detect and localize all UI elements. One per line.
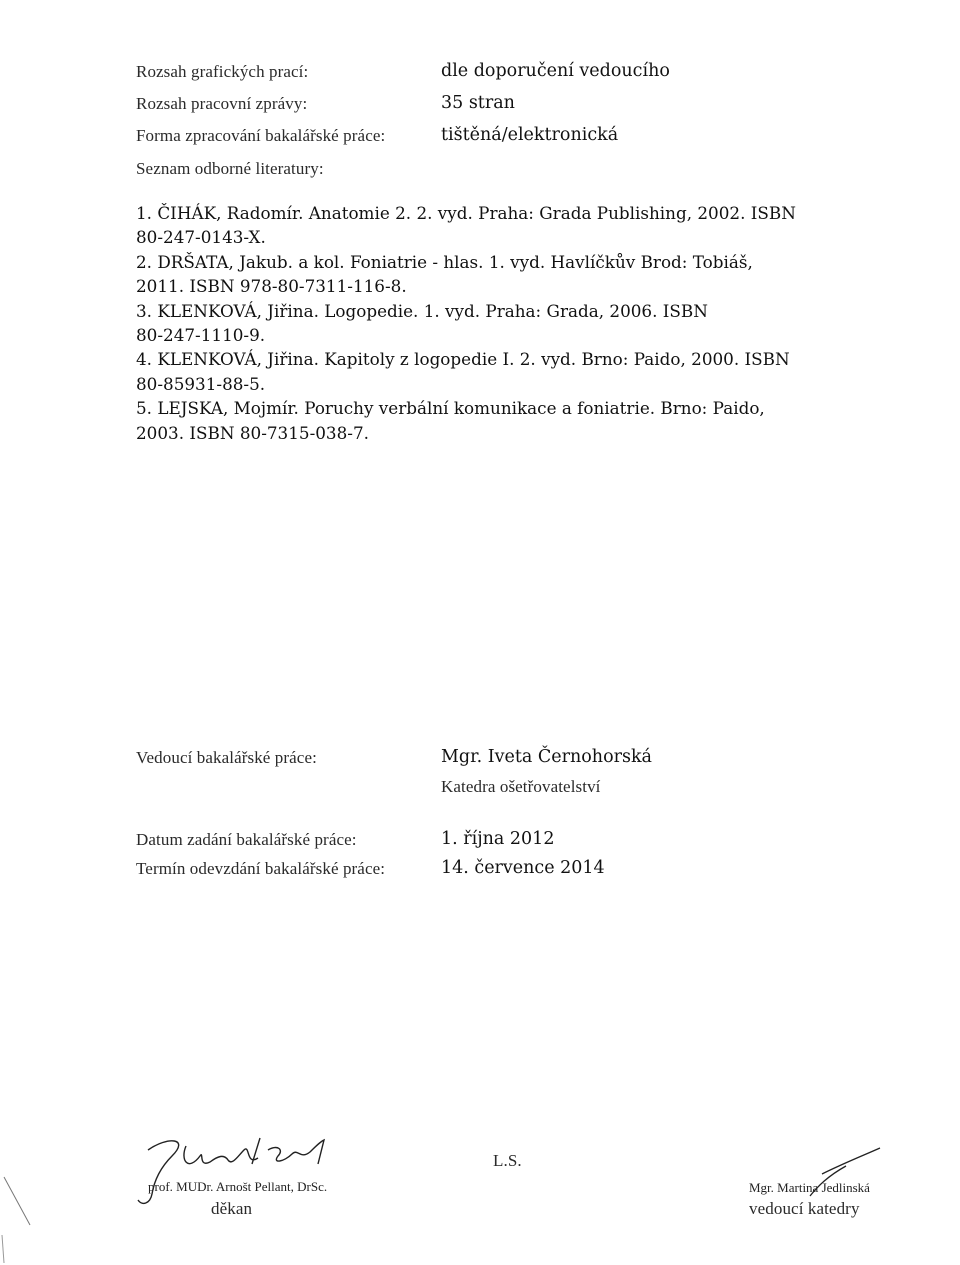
reference-item	[136, 396, 856, 445]
supervisor-department: Katedra ošetřovatelství	[441, 777, 601, 796]
reference-item	[136, 201, 856, 250]
seal-mark: L.S.	[493, 1151, 522, 1170]
reference-item	[136, 299, 856, 348]
submission-date-value: 14. července 2014	[441, 858, 605, 878]
scan-edge-mark	[0, 1175, 40, 1265]
submission-date-label: Termín odevzdání bakalářské práce:	[136, 859, 386, 878]
reference-line: 80-247-1110-9.	[136, 325, 266, 346]
thesis-form-label: Forma zpracování bakalářské práce:	[136, 126, 386, 145]
reference-line: 2. DRŠATA, Jakub. a kol. Foniatrie - hlas. 1. vyd. Havlíčkův Brod: Tobiáš,	[136, 251, 753, 272]
thesis-form-value: tištěná/elektronická	[441, 125, 619, 145]
reference-line: 2003. ISBN 80-7315-038-7.	[136, 422, 369, 443]
graphics-scope-value: dle doporučení vedoucího	[441, 61, 670, 81]
department-head-title: vedoucí katedry	[749, 1199, 860, 1218]
reference-item	[136, 250, 856, 299]
reference-line: 3. KLENKOVÁ, Jiřina. Logopedie. 1. vyd. Praha: Grada, 2006. ISBN	[136, 300, 708, 321]
graphics-scope-label: Rozsah grafických prací:	[136, 62, 309, 81]
supervisor-name: Mgr. Iveta Černohorská	[441, 747, 652, 767]
report-scope-label: Rozsah pracovní zprávy:	[136, 94, 308, 113]
reference-item	[136, 347, 856, 396]
dean-name: prof. MUDr. Arnošt Pellant, DrSc.	[148, 1179, 328, 1194]
supervisor-label: Vedoucí bakalářské práce:	[136, 748, 317, 767]
assignment-date-value: 1. října 2012	[441, 829, 555, 849]
reference-line: 80-85931-88-5.	[136, 373, 266, 394]
assignment-date-label: Datum zadání bakalářské práce:	[136, 830, 357, 849]
reference-line: 1. ČIHÁK, Radomír. Anatomie 2. 2. vyd. Praha: Grada Publishing, 2002. ISBN	[136, 203, 796, 223]
reference-line: 4. KLENKOVÁ, Jiřina. Kapitoly z logopedie I. 2. vyd. Brno: Paido, 2000. ISBN	[136, 349, 790, 370]
department-head-name: Mgr. Martina Jedlinská	[749, 1180, 870, 1195]
literature-label: Seznam odborné literatury:	[136, 159, 324, 178]
reference-line: 5. LEJSKA, Mojmír. Poruchy verbální komunikace a foniatrie. Brno: Paido,	[136, 398, 765, 419]
reference-list	[136, 201, 856, 445]
reference-line: 80-247-0143-X.	[136, 227, 266, 248]
report-scope-value: 35 stran	[441, 93, 515, 113]
dean-title: děkan	[211, 1199, 253, 1218]
reference-line: 2011. ISBN 978-80-7311-116-8.	[136, 276, 407, 297]
